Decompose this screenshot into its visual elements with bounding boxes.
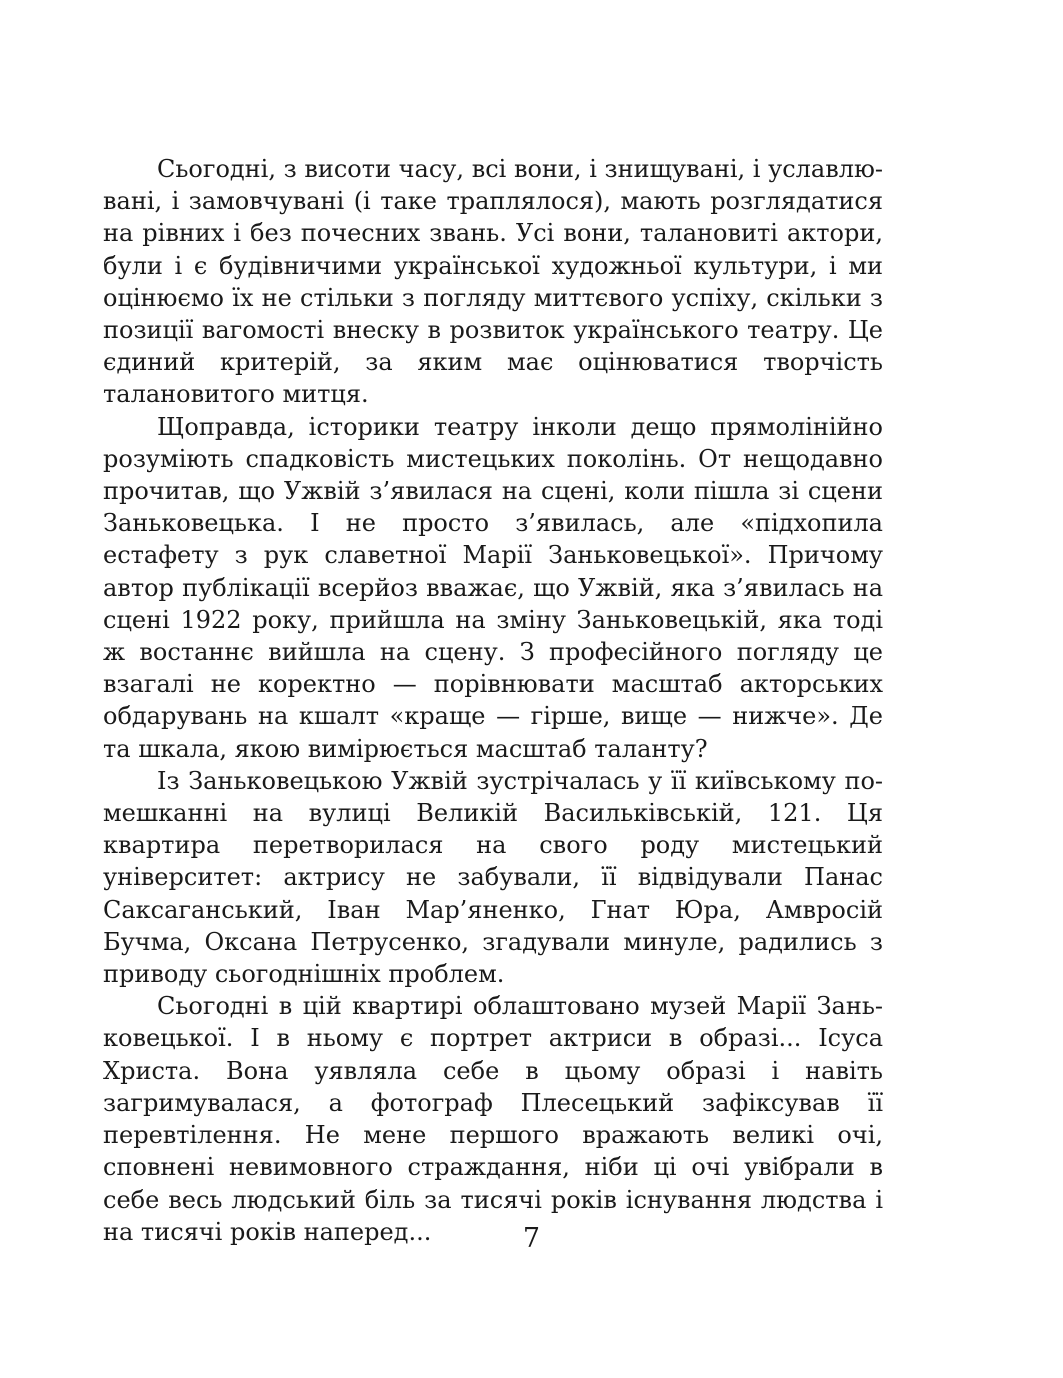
page-number: 7 (522, 1223, 541, 1254)
paragraph-2: Щоправда, історики театру інколи дещо прямолінійно розуміють спадковість мистецьких поколінь. От нещодавно прочитав, що Ужвій з’явилася на сцені, коли пішла зі сцени Заньковецька. І не просто з’явилась, але «підхопила естафету з рук славетної Марії Заньковецької». Причому автор публікації всерйоз вважає, що Ужвій, яка з’явилась на сцені 1922 року, прийшла на зміну Заньковецькій, яка тоді ж востаннє вийшла на сцену. З професійного погляду це взагалі не коректно — порівнювати масштаб акторських обдарувань на кшалт «краще — гірше, вище — нижче». Де та шкала, якою вимірюється масштаб таланту? (103, 412, 883, 763)
body-text (103, 153, 883, 1248)
paragraph-1: Сьогодні, з висоти часу, всі вони, і знищувані, і уславлювані, і замовчувані (і таке траплялося), мають розглядатися на рівних і без почесних звань. Усі вони, талановиті актори, були і є будівничими української художньої культури, і ми оцінюємо їх не стільки з погляду миттєвого успіху, скільки з позиції вагомості внеску в розвиток українського театру. Це єдиний критерій, за яким має оцінюватися творчість талановитого митця. (103, 155, 883, 409)
paragraph-4: Сьогодні в цій квартирі облаштовано музей Марії Заньковецької. І в ньому є портрет актриси в образі... Ісуса Христа. Вона уявляла себе в цьому образі і навіть загримувалася, а фотограф Плесецький зафіксував її перевтілення. Не мене першого вражають великі очі, сповнені невимовного страждання, ніби ці очі увібрали в себе весь людський біль за тисячі років існування людства і на тисячі років наперед... (103, 992, 883, 1246)
paragraph-3: Із Заньковецькою Ужвій зустрічалась у її київському помешканні на вулиці Великій Васильківській, 121. Ця квартира перетворилася на свого роду мистецький університет: актрису не забували, її відвідували Панас Саксаганський, Іван Мар’яненко, Гнат Юра, Амвросій Бучма, Оксана Петрусенко, згадували минуле, радились з приводу сьогоднішніх проблем. (103, 766, 883, 989)
